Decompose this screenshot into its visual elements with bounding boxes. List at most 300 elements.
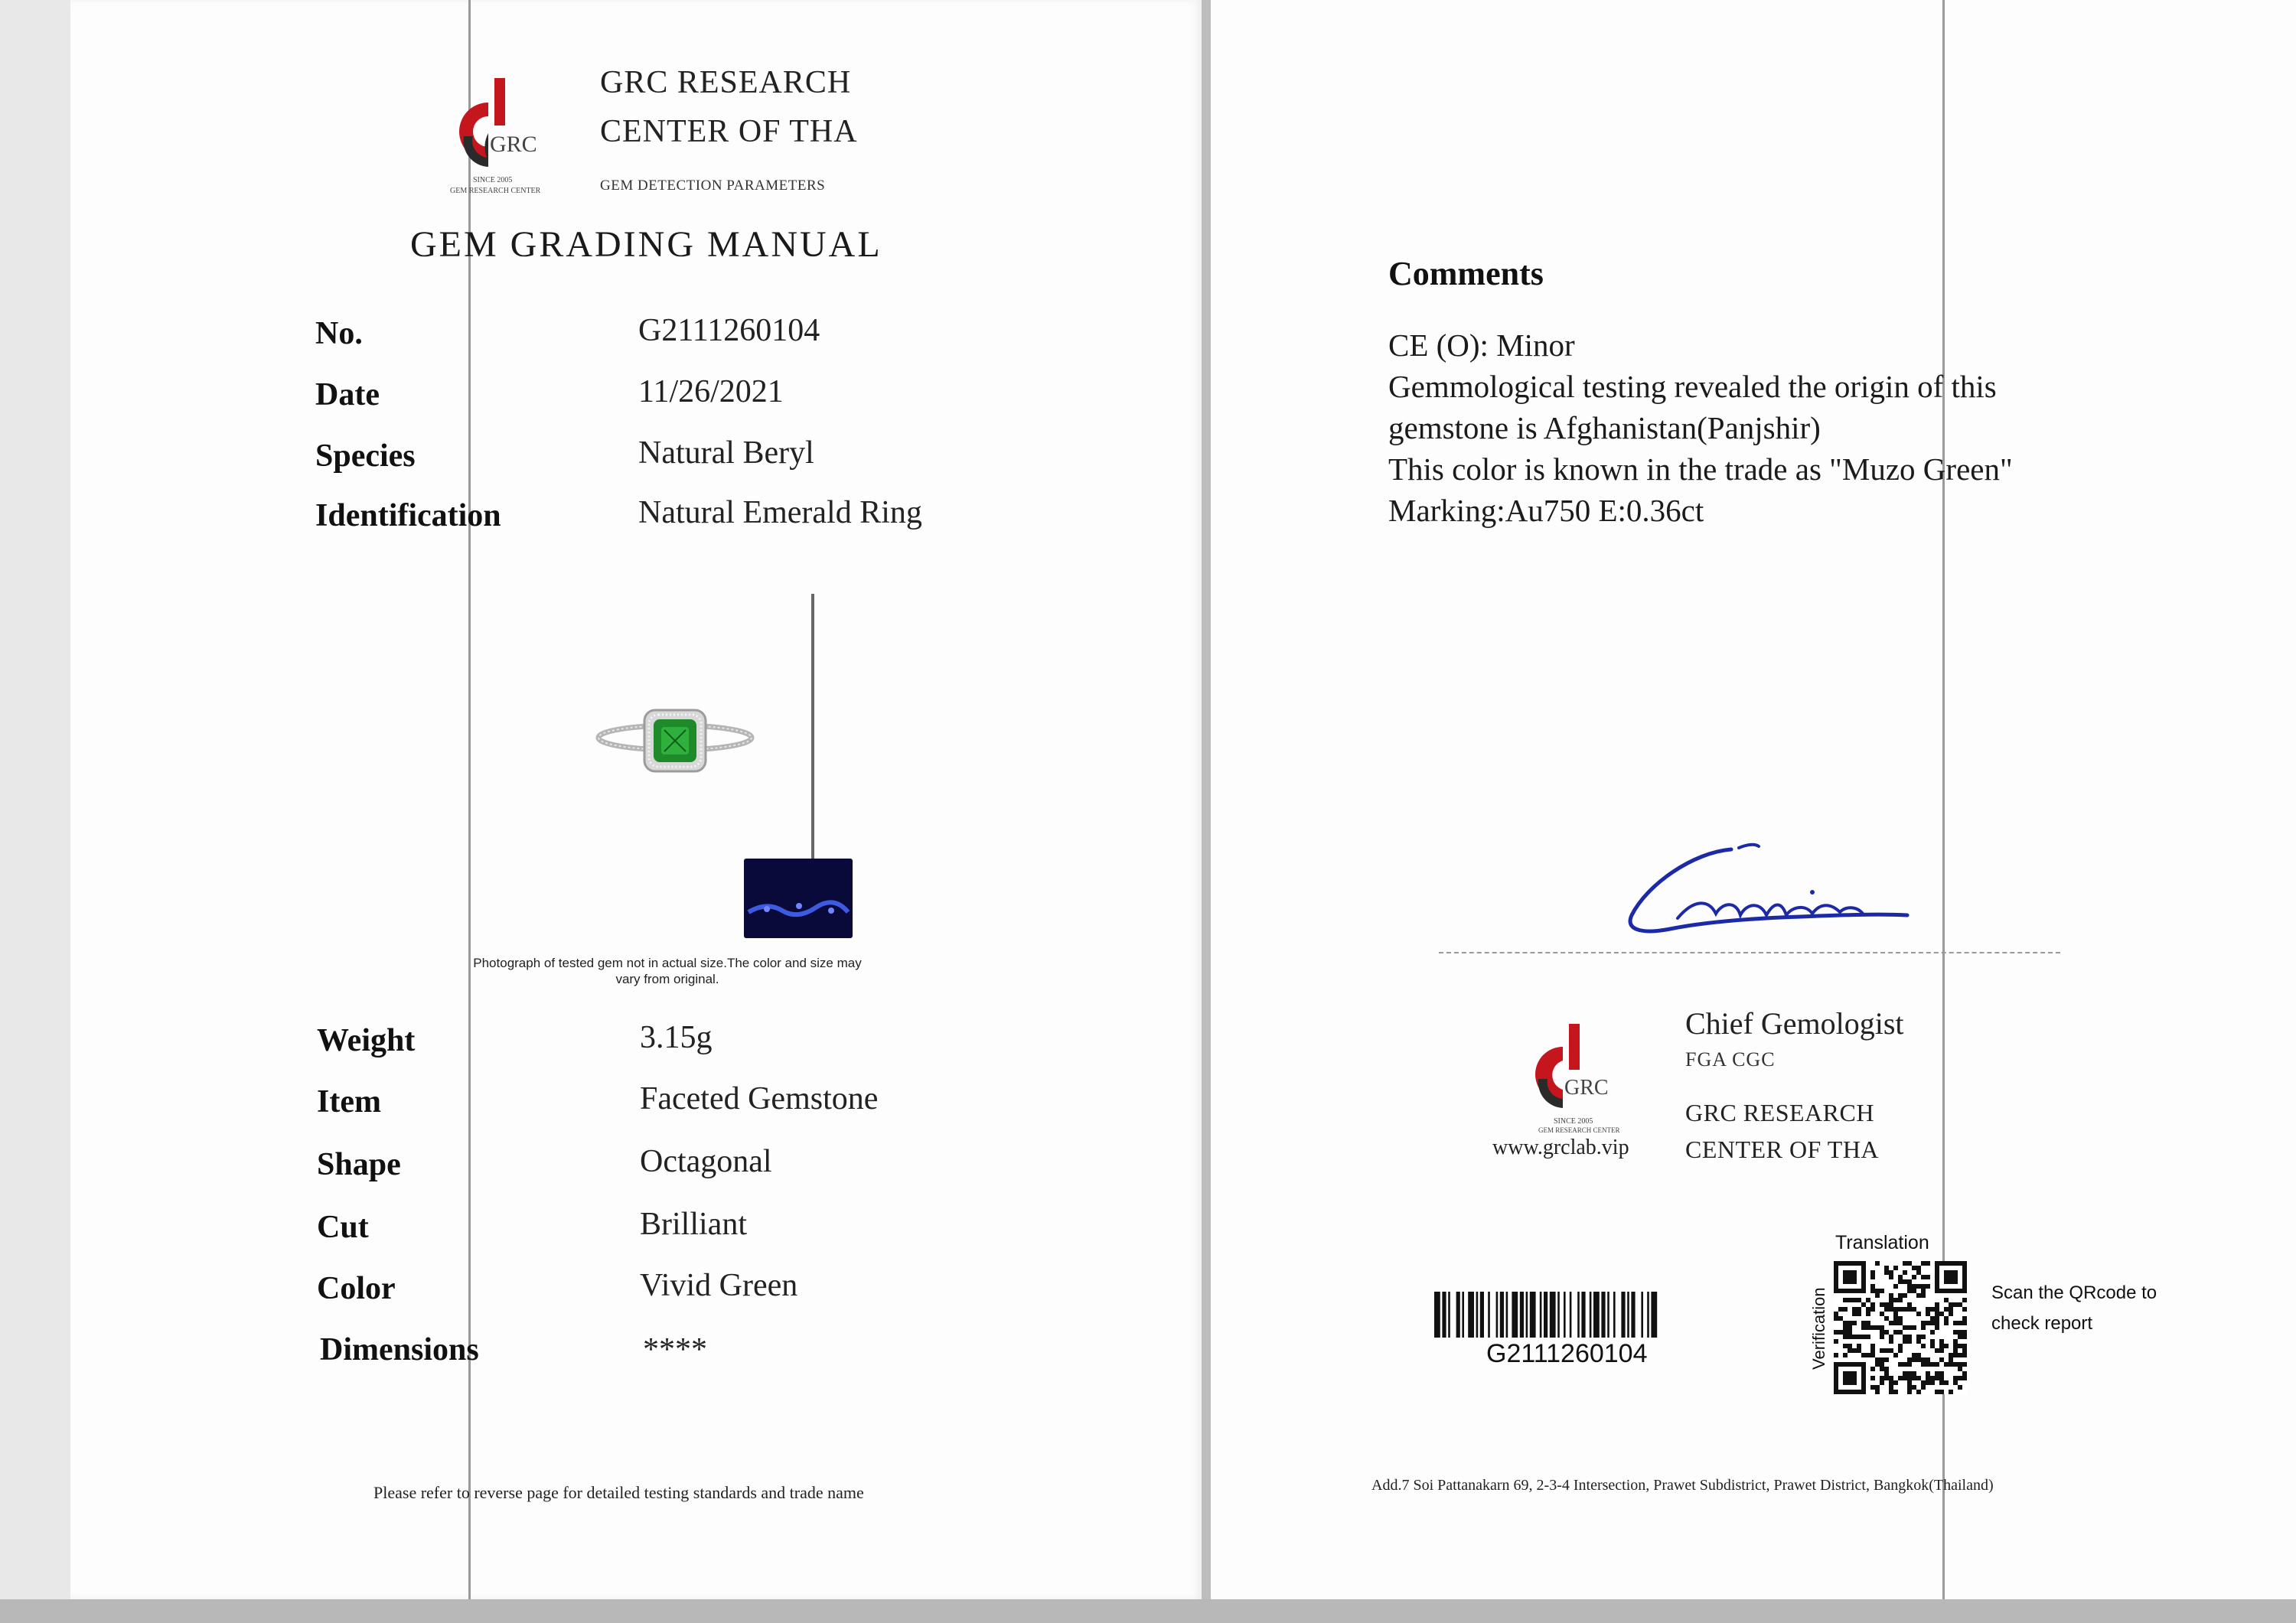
qr-module (1848, 1348, 1852, 1353)
barcode-bar (1613, 1292, 1616, 1338)
barcode-bar (1577, 1292, 1580, 1338)
barcode-image (1434, 1292, 1725, 1338)
qr-module (1944, 1344, 1949, 1348)
qr-module (1953, 1353, 1958, 1357)
qr-module (1875, 1325, 1880, 1330)
barcode-bar (1570, 1292, 1572, 1338)
qr-module (1962, 1307, 1967, 1312)
barcode-bar (1468, 1292, 1474, 1338)
field-label-date: Date (315, 377, 380, 412)
qr-module (1870, 1325, 1875, 1330)
qr-module (1935, 1390, 1939, 1394)
qr-module (1834, 1339, 1838, 1344)
qr-module (1852, 1312, 1857, 1316)
qr-module (1889, 1348, 1893, 1353)
barcode-bar (1442, 1292, 1446, 1338)
qr-module (1958, 1362, 1962, 1367)
qr-module (1926, 1261, 1930, 1266)
qr-code-image (1834, 1261, 1967, 1394)
qr-module (1907, 1284, 1912, 1289)
qr-module (1898, 1293, 1903, 1298)
photo-caption: Photograph of tested gem not in actual size.The color and size may vary from original. (473, 956, 862, 986)
qr-module (1958, 1367, 1962, 1371)
logo-grc-text: GRC (1564, 1076, 1609, 1100)
qr-module (1926, 1362, 1930, 1367)
qr-module (1930, 1307, 1935, 1312)
qr-module (1875, 1261, 1880, 1266)
bottom-edge (0, 1599, 2296, 1623)
qr-module (1953, 1376, 1958, 1380)
barcode-bar (1496, 1292, 1499, 1338)
barcode-bar (1651, 1292, 1657, 1338)
tag-string (811, 594, 814, 862)
qr-module (1907, 1380, 1912, 1385)
reverse-page-footnote: Please refer to reverse page for detailed testing standards and trade name (373, 1483, 864, 1502)
qr-module (1870, 1270, 1875, 1275)
barcode-bar (1641, 1292, 1643, 1338)
field-value-species: Natural Beryl (638, 435, 814, 471)
qr-module (1907, 1325, 1912, 1330)
qr-module (1912, 1353, 1916, 1357)
qr-module (1958, 1302, 1962, 1307)
qr-module (1962, 1321, 1967, 1325)
barcode-bar (1520, 1292, 1524, 1338)
qr-module (1935, 1376, 1939, 1380)
qr-module (1889, 1298, 1893, 1302)
qr-module (1916, 1390, 1921, 1394)
field-value-item: Faceted Gemstone (640, 1081, 879, 1116)
qr-module (1912, 1275, 1916, 1279)
qr-module (1958, 1335, 1962, 1339)
qr-module (1921, 1344, 1926, 1348)
qr-module (1838, 1307, 1843, 1312)
field-value-weight: 3.15g (640, 1020, 713, 1055)
qr-module (1880, 1312, 1884, 1316)
website-link[interactable]: www.grclab.vip (1492, 1136, 1629, 1159)
field-label-item: Item (317, 1084, 381, 1119)
qr-module (1949, 1357, 1953, 1362)
qr-module (1889, 1390, 1893, 1394)
qr-module (1958, 1330, 1962, 1335)
qr-module (1921, 1385, 1926, 1390)
barcode-bar (1607, 1292, 1609, 1338)
qr-module (1962, 1353, 1967, 1357)
qr-module (1834, 1312, 1838, 1316)
qr-module (1857, 1307, 1861, 1312)
qr-module (1953, 1348, 1958, 1353)
qr-finder (1843, 1270, 1857, 1284)
qr-module (1903, 1307, 1907, 1312)
field-label-color: Color (317, 1271, 396, 1306)
qr-module (1930, 1376, 1935, 1380)
qr-module (1884, 1376, 1889, 1380)
qr-module (1926, 1307, 1930, 1312)
qr-module (1848, 1335, 1852, 1339)
qr-module (1861, 1335, 1866, 1339)
field-value-date: 11/26/2021 (638, 374, 784, 409)
qr-module (1893, 1312, 1898, 1316)
qr-module (1912, 1376, 1916, 1380)
qr-module (1903, 1261, 1907, 1266)
barcode-bar (1512, 1292, 1518, 1338)
qr-module (1921, 1284, 1926, 1289)
qr-module (1898, 1330, 1903, 1335)
qr-module (1953, 1344, 1958, 1348)
qr-code[interactable] (1834, 1261, 1967, 1394)
qr-module (1921, 1275, 1926, 1279)
qr-module (1852, 1335, 1857, 1339)
barcode-bar (1530, 1292, 1536, 1338)
qr-module (1935, 1316, 1939, 1321)
qr-module (1898, 1307, 1903, 1312)
credentials: FGA CGC (1685, 1048, 1776, 1071)
qr-module (1880, 1362, 1884, 1367)
qr-module (1912, 1385, 1916, 1390)
qr-module (1889, 1270, 1893, 1275)
barcode-bar (1601, 1292, 1605, 1338)
qr-module (1889, 1321, 1893, 1325)
qr-module (1843, 1353, 1848, 1357)
qr-finder (1843, 1371, 1857, 1385)
qr-module (1949, 1353, 1953, 1357)
barcode-bar (1544, 1292, 1548, 1338)
qr-module (1898, 1348, 1903, 1353)
qr-finder (1944, 1270, 1958, 1284)
qr-module (1903, 1270, 1907, 1275)
qr-module (1921, 1325, 1926, 1330)
qr-module (1930, 1344, 1935, 1348)
qr-module (1930, 1362, 1935, 1367)
qr-module (1916, 1376, 1921, 1380)
qr-module (1875, 1357, 1880, 1362)
qr-module (1875, 1385, 1880, 1390)
qr-module (1903, 1339, 1907, 1344)
qr-module (1939, 1380, 1944, 1385)
qr-module (1889, 1302, 1893, 1307)
qr-module (1921, 1293, 1926, 1298)
qr-module (1880, 1357, 1884, 1362)
qr-module (1884, 1266, 1889, 1270)
qr-module (1898, 1321, 1903, 1325)
qr-module (1939, 1339, 1944, 1344)
qr-module (1903, 1362, 1907, 1367)
org-name-line1: GRC RESEARCH (600, 65, 852, 100)
qr-module (1870, 1275, 1875, 1279)
qr-module (1880, 1367, 1884, 1371)
qr-module (1921, 1335, 1926, 1339)
qr-module (1930, 1321, 1935, 1325)
field-value-no: G2111260104 (638, 313, 820, 348)
qr-module (1962, 1335, 1967, 1339)
qr-module (1930, 1339, 1935, 1344)
qr-module (1953, 1321, 1958, 1325)
qr-module (1884, 1348, 1889, 1353)
logo-center-text: GEM RESEARCH CENTER (450, 187, 541, 195)
barcode (1434, 1292, 1725, 1338)
qr-module (1962, 1376, 1967, 1380)
qr-module (1857, 1298, 1861, 1302)
qr-module (1852, 1321, 1857, 1325)
qr-module (1884, 1367, 1889, 1371)
qr-module (1875, 1293, 1880, 1298)
qr-module (1907, 1307, 1912, 1312)
qr-module (1893, 1390, 1898, 1394)
qr-module (1953, 1380, 1958, 1385)
qr-module (1848, 1344, 1852, 1348)
qr-module (1898, 1376, 1903, 1380)
qr-module (1861, 1302, 1866, 1307)
qr-module (1848, 1325, 1852, 1330)
qr-module (1889, 1339, 1893, 1344)
qr-translation-label: Translation (1835, 1232, 1929, 1253)
qr-module (1921, 1289, 1926, 1293)
qr-module (1870, 1344, 1875, 1348)
qr-module (1935, 1371, 1939, 1376)
qr-module (1848, 1330, 1852, 1335)
qr-module (1907, 1357, 1912, 1362)
barcode-bar (1564, 1292, 1566, 1338)
qr-module (1857, 1348, 1861, 1353)
qr-module (1838, 1316, 1843, 1321)
qr-module (1935, 1325, 1939, 1330)
qr-module (1843, 1307, 1848, 1312)
qr-module (1893, 1266, 1898, 1270)
qr-module (1939, 1348, 1944, 1353)
qr-module (1921, 1321, 1926, 1325)
qr-module (1903, 1371, 1907, 1376)
qr-module (1884, 1371, 1889, 1376)
comment-line: gemstone is Afghanistan(Panjshir) (1388, 410, 1821, 445)
qr-module (1884, 1357, 1889, 1362)
qr-module (1838, 1330, 1843, 1335)
qr-module (1958, 1344, 1962, 1348)
qr-module (1861, 1353, 1866, 1357)
comment-line: Marking:Au750 E:0.36ct (1388, 493, 1704, 528)
signature-line (1439, 952, 2060, 953)
grc-logo-bottom (1525, 1022, 1632, 1137)
qr-module (1907, 1279, 1912, 1284)
qr-module (1930, 1330, 1935, 1335)
qr-module (1912, 1289, 1916, 1293)
qr-module (1870, 1307, 1875, 1312)
qr-module (1843, 1298, 1848, 1302)
barcode-bar (1557, 1292, 1560, 1338)
qr-module (1926, 1284, 1930, 1289)
field-label-identification: Identification (315, 498, 501, 533)
qr-module (1907, 1390, 1912, 1394)
qr-module (1912, 1371, 1916, 1376)
qr-module (1889, 1307, 1893, 1312)
qr-module (1949, 1312, 1953, 1316)
qr-module (1926, 1312, 1930, 1316)
qr-module (1926, 1357, 1930, 1362)
qr-module (1921, 1357, 1926, 1362)
tag-sparkle-icon (744, 859, 853, 938)
qr-module (1962, 1316, 1967, 1321)
qr-module (1870, 1289, 1875, 1293)
barcode-bar (1434, 1292, 1440, 1338)
qr-module (1935, 1362, 1939, 1367)
qr-module (1843, 1335, 1848, 1339)
qr-module (1949, 1302, 1953, 1307)
qr-module (1926, 1321, 1930, 1325)
qr-module (1880, 1325, 1884, 1330)
qr-module (1880, 1376, 1884, 1380)
qr-module (1884, 1316, 1889, 1321)
qr-module (1884, 1302, 1889, 1307)
qr-module (1939, 1371, 1944, 1376)
qr-module (1880, 1302, 1884, 1307)
emerald-ring-image (591, 689, 759, 796)
field-label-species: Species (315, 438, 416, 474)
qr-module (1875, 1289, 1880, 1293)
qr-module (1898, 1316, 1903, 1321)
qr-module (1912, 1357, 1916, 1362)
qr-module (1884, 1330, 1889, 1335)
qr-module (1949, 1362, 1953, 1367)
qr-module (1926, 1371, 1930, 1376)
left-margin (0, 0, 70, 1623)
qr-module (1893, 1307, 1898, 1312)
qr-module (1852, 1298, 1857, 1302)
field-value-shape: Octagonal (640, 1144, 772, 1179)
qr-module (1926, 1376, 1930, 1380)
qr-module (1962, 1344, 1967, 1348)
qr-module (1907, 1261, 1912, 1266)
qr-module (1861, 1321, 1866, 1325)
qr-module (1834, 1330, 1838, 1335)
qr-module (1898, 1275, 1903, 1279)
qr-module (1939, 1344, 1944, 1348)
barcode-bar (1488, 1292, 1490, 1338)
detection-parameters: GEM DETECTION PARAMETERS (600, 178, 826, 194)
qr-module (1958, 1353, 1962, 1357)
barcode-bar (1456, 1292, 1460, 1338)
left-page (70, 0, 1202, 1599)
qr-module (1926, 1380, 1930, 1385)
field-value-cut: Brilliant (640, 1207, 747, 1242)
qr-module (1834, 1316, 1838, 1321)
field-label-no: No. (315, 316, 363, 351)
qr-module (1889, 1385, 1893, 1390)
qr-module (1870, 1367, 1875, 1371)
qr-module (1898, 1279, 1903, 1284)
qr-module (1870, 1284, 1875, 1289)
qr-module (1921, 1380, 1926, 1385)
qr-module (1949, 1307, 1953, 1312)
qr-module (1866, 1312, 1870, 1316)
barcode-bar (1621, 1292, 1625, 1338)
qr-module (1907, 1289, 1912, 1293)
qr-module (1930, 1380, 1935, 1385)
qr-module (1953, 1302, 1958, 1307)
ring-photo (591, 689, 759, 796)
barcode-bar (1593, 1292, 1600, 1338)
org-name-line2: CENTER OF THA (600, 114, 858, 149)
logo-since-text: SINCE 2005 (473, 176, 513, 184)
signature (1624, 839, 1915, 946)
qr-module (1962, 1371, 1967, 1376)
qr-module (1848, 1321, 1852, 1325)
qr-verification-label: Verification (1809, 1287, 1828, 1370)
qr-module (1916, 1353, 1921, 1357)
qr-module (1916, 1335, 1921, 1339)
comments-block (1388, 324, 2013, 531)
qr-module (1884, 1270, 1889, 1275)
grc-logo (450, 77, 557, 199)
qr-module (1953, 1362, 1958, 1367)
qr-module (1935, 1307, 1939, 1312)
qr-module (1912, 1307, 1916, 1312)
qr-module (1893, 1284, 1898, 1289)
qr-module (1870, 1385, 1875, 1390)
qr-module (1907, 1302, 1912, 1307)
qr-module (1907, 1371, 1912, 1376)
qr-module (1843, 1325, 1848, 1330)
qr-module (1903, 1376, 1907, 1380)
qr-module (1907, 1362, 1912, 1367)
signature-image (1624, 839, 1915, 946)
barcode-bar (1540, 1292, 1542, 1338)
qr-module (1889, 1380, 1893, 1385)
qr-module (1962, 1348, 1967, 1353)
barcode-bar (1462, 1292, 1464, 1338)
qr-module (1953, 1330, 1958, 1335)
barcode-bar (1448, 1292, 1450, 1338)
qr-module (1944, 1298, 1949, 1302)
qr-module (1875, 1390, 1880, 1394)
barcode-bar (1480, 1292, 1484, 1338)
scan-instructions: Scan the QRcode to check report (1991, 1282, 2157, 1334)
qr-module (1903, 1325, 1907, 1330)
qr-module (1848, 1298, 1852, 1302)
comment-line: CE (O): Minor (1388, 328, 1575, 363)
qr-module (1893, 1330, 1898, 1335)
qr-module (1852, 1348, 1857, 1353)
qr-module (1857, 1344, 1861, 1348)
center-fold (1202, 0, 1211, 1623)
qr-module (1889, 1293, 1893, 1298)
field-value-identification: Natural Emerald Ring (638, 495, 922, 530)
qr-module (1944, 1307, 1949, 1312)
qr-module (1852, 1307, 1857, 1312)
qr-module (1870, 1302, 1875, 1307)
qr-module (1893, 1353, 1898, 1357)
barcode-bar (1627, 1292, 1629, 1338)
field-label-weight: Weight (317, 1023, 416, 1058)
logo-center-text: GEM RESEARCH CENTER (1538, 1126, 1620, 1134)
qr-module (1962, 1330, 1967, 1335)
qr-module (1857, 1335, 1861, 1339)
qr-module (1880, 1348, 1884, 1353)
field-label-dimensions: Dimensions (320, 1332, 479, 1367)
qr-module (1889, 1376, 1893, 1380)
org-name-line2: CENTER OF THA (1685, 1136, 1880, 1163)
address: Add.7 Soi Pattanakarn 69, 2-3-4 Intersection, Prawet Subdistrict, Prawet District, Bangkok(Thailand) (1371, 1477, 1994, 1494)
qr-module (1912, 1325, 1916, 1330)
barcode-bar (1550, 1292, 1556, 1338)
qr-module (1889, 1335, 1893, 1339)
qr-module (1935, 1321, 1939, 1325)
qr-module (1870, 1348, 1875, 1353)
qr-module (1903, 1293, 1907, 1298)
qr-module (1875, 1362, 1880, 1367)
qr-module (1898, 1344, 1903, 1348)
logo-grc-text: GRC (490, 132, 537, 157)
qr-module (1939, 1390, 1944, 1394)
qr-module (1916, 1293, 1921, 1298)
qr-module (1898, 1298, 1903, 1302)
